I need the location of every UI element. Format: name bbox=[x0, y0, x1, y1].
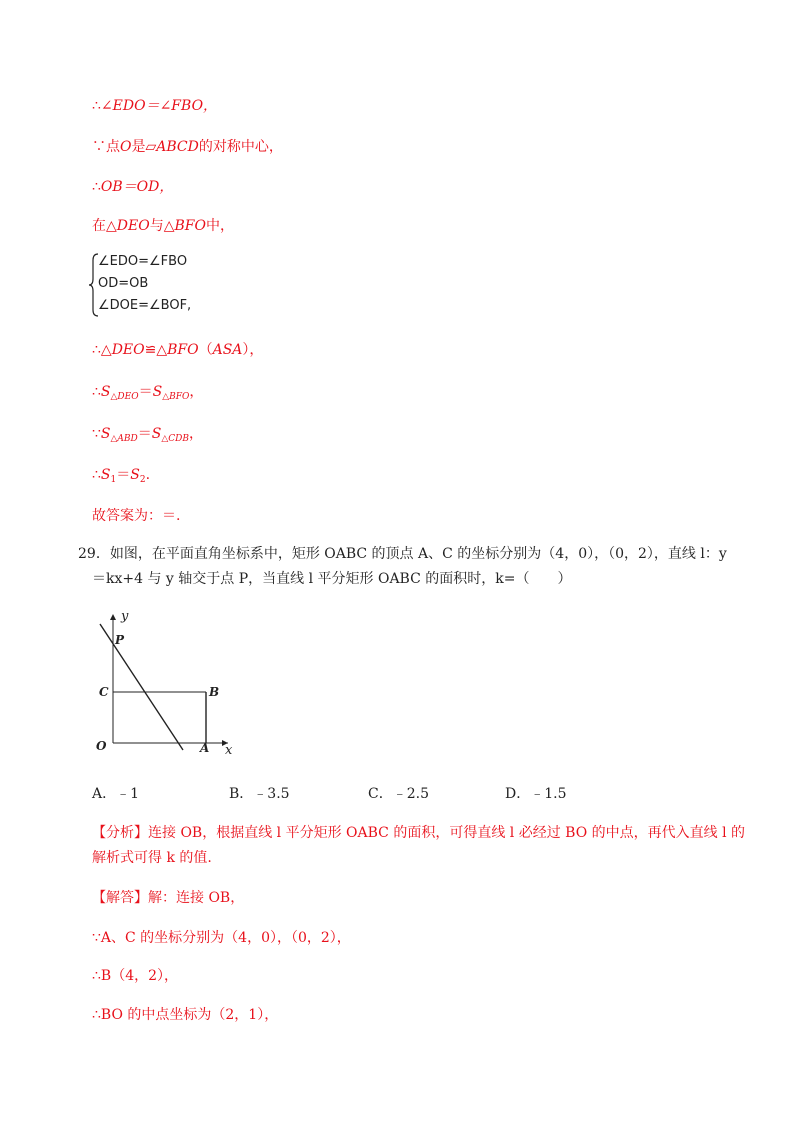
asa-label: ASA bbox=[212, 342, 243, 358]
solution-intro bbox=[92, 888, 244, 908]
analysis-line-2: 解析式可得 k 的值. bbox=[92, 850, 212, 866]
answer-line: 故答案为：＝. bbox=[92, 508, 181, 524]
congruent-symbol: ≌△ bbox=[144, 342, 168, 358]
triangle-label: BFO bbox=[174, 218, 206, 234]
proof-text: ∴△ bbox=[92, 342, 112, 358]
equals-symbol: ＝ bbox=[137, 426, 152, 442]
equation-system bbox=[88, 252, 248, 318]
system-row-2: OD=OB bbox=[98, 276, 149, 291]
area-subscript: △CDB bbox=[161, 434, 190, 444]
option-d[interactable]: D．﹣1.5 bbox=[505, 786, 567, 802]
solution-text: 解：连接 OB， bbox=[148, 890, 245, 906]
because-symbol: ∵ bbox=[92, 426, 101, 442]
area-symbol: S bbox=[100, 384, 111, 400]
option-a[interactable]: A．﹣1 bbox=[92, 786, 140, 802]
area-symbol: S bbox=[130, 467, 140, 483]
option-c[interactable]: C．﹣2.5 bbox=[368, 786, 429, 802]
therefore-symbol: ∴ bbox=[92, 384, 101, 400]
proof-line-3 bbox=[92, 177, 173, 197]
proof-text: 的对称中心， bbox=[198, 139, 283, 155]
punctuation: ， bbox=[189, 384, 204, 400]
label-x: x bbox=[225, 743, 233, 758]
solution-step-3: ∴BO 的中点坐标为（2，1）， bbox=[92, 1007, 279, 1023]
solution-step-1: ∵A、C 的坐标分别为（4，0），（0，2）， bbox=[92, 930, 351, 946]
label-c: C bbox=[99, 685, 109, 699]
question-line-1: 29．如图，在平面直角坐标系中，矩形 OABC 的顶点 A、C 的坐标分别为（4，0），（0，2），直线 l：y bbox=[78, 546, 727, 562]
proof-text: OB＝OD， bbox=[100, 179, 174, 195]
area-symbol: S bbox=[151, 426, 162, 442]
y-axis-arrow-icon bbox=[110, 614, 116, 620]
proof-text: 在△ bbox=[92, 218, 117, 234]
line-l bbox=[100, 624, 183, 750]
proof-text: 点 bbox=[106, 139, 120, 155]
congruence-line bbox=[92, 340, 263, 360]
therefore-symbol: ∴ bbox=[92, 179, 101, 195]
triangle-label: BFO bbox=[167, 342, 199, 358]
area-line-1 bbox=[92, 382, 203, 407]
coordinate-figure bbox=[88, 610, 248, 764]
area-line-3 bbox=[92, 465, 150, 490]
option-b[interactable]: B．﹣3.5 bbox=[229, 786, 290, 802]
proof-line-4 bbox=[92, 216, 234, 236]
punctuation: ， bbox=[189, 426, 204, 442]
question-line-2: ＝kx+4 与 y 轴交于点 P，当直线 l 平分矩形 OABC 的面积时，k=（ ） bbox=[92, 571, 572, 587]
proof-text: 是 bbox=[131, 139, 146, 155]
area-symbol: S bbox=[100, 467, 111, 483]
therefore-symbol: ∴ bbox=[92, 467, 101, 483]
point-label: O bbox=[120, 139, 132, 155]
triangle-label: DEO bbox=[116, 218, 150, 234]
label-o: O bbox=[96, 739, 107, 753]
area-symbol: S bbox=[100, 426, 111, 442]
triangle-label: DEO bbox=[111, 342, 145, 358]
label-a: A bbox=[200, 741, 210, 755]
therefore-symbol: ∴ bbox=[92, 98, 101, 114]
area-subscript: △BFO bbox=[162, 392, 190, 402]
analysis-text: 连接 OB，根据直线 l 平分矩形 OABC 的面积，可得直线 l 必经过 BO 的中点，再代入直线 l 的 bbox=[148, 825, 746, 841]
because-symbol: ∵ bbox=[92, 139, 106, 155]
system-row-1: ∠EDO=∠FBO bbox=[98, 254, 188, 269]
solution-step-2: ∴B（4，2）， bbox=[92, 968, 179, 984]
label-p: P bbox=[115, 633, 125, 647]
area-subscript: △DEO bbox=[110, 392, 139, 402]
area-subscript: 1 bbox=[110, 475, 117, 485]
proof-text: 与△ bbox=[149, 218, 175, 234]
solution-tag: 【解答】 bbox=[92, 890, 148, 906]
equals-symbol: ＝ bbox=[138, 384, 153, 400]
proof-line-1 bbox=[92, 96, 217, 116]
analysis-line-1 bbox=[92, 823, 745, 843]
proof-line-2 bbox=[92, 137, 283, 157]
parallelogram-label: ▱ABCD bbox=[145, 139, 199, 155]
rectangle-line-diagram bbox=[88, 610, 248, 760]
area-symbol: S bbox=[152, 384, 163, 400]
proof-text: 中， bbox=[205, 218, 234, 234]
area-subscript: 2 bbox=[139, 475, 146, 485]
equals-symbol: ＝ bbox=[116, 467, 131, 483]
analysis-tag: 【分析】 bbox=[92, 825, 148, 841]
area-subscript: △ABD bbox=[110, 434, 138, 444]
system-row-3: ∠DOE=∠BOF, bbox=[98, 298, 192, 313]
proof-text: （ bbox=[198, 342, 213, 358]
punctuation: . bbox=[145, 467, 151, 483]
area-line-2 bbox=[92, 424, 203, 449]
label-b: B bbox=[209, 685, 220, 699]
label-y: y bbox=[121, 610, 129, 624]
proof-text: ）， bbox=[242, 342, 264, 358]
proof-text: ∠EDO＝∠FBO， bbox=[100, 98, 218, 114]
